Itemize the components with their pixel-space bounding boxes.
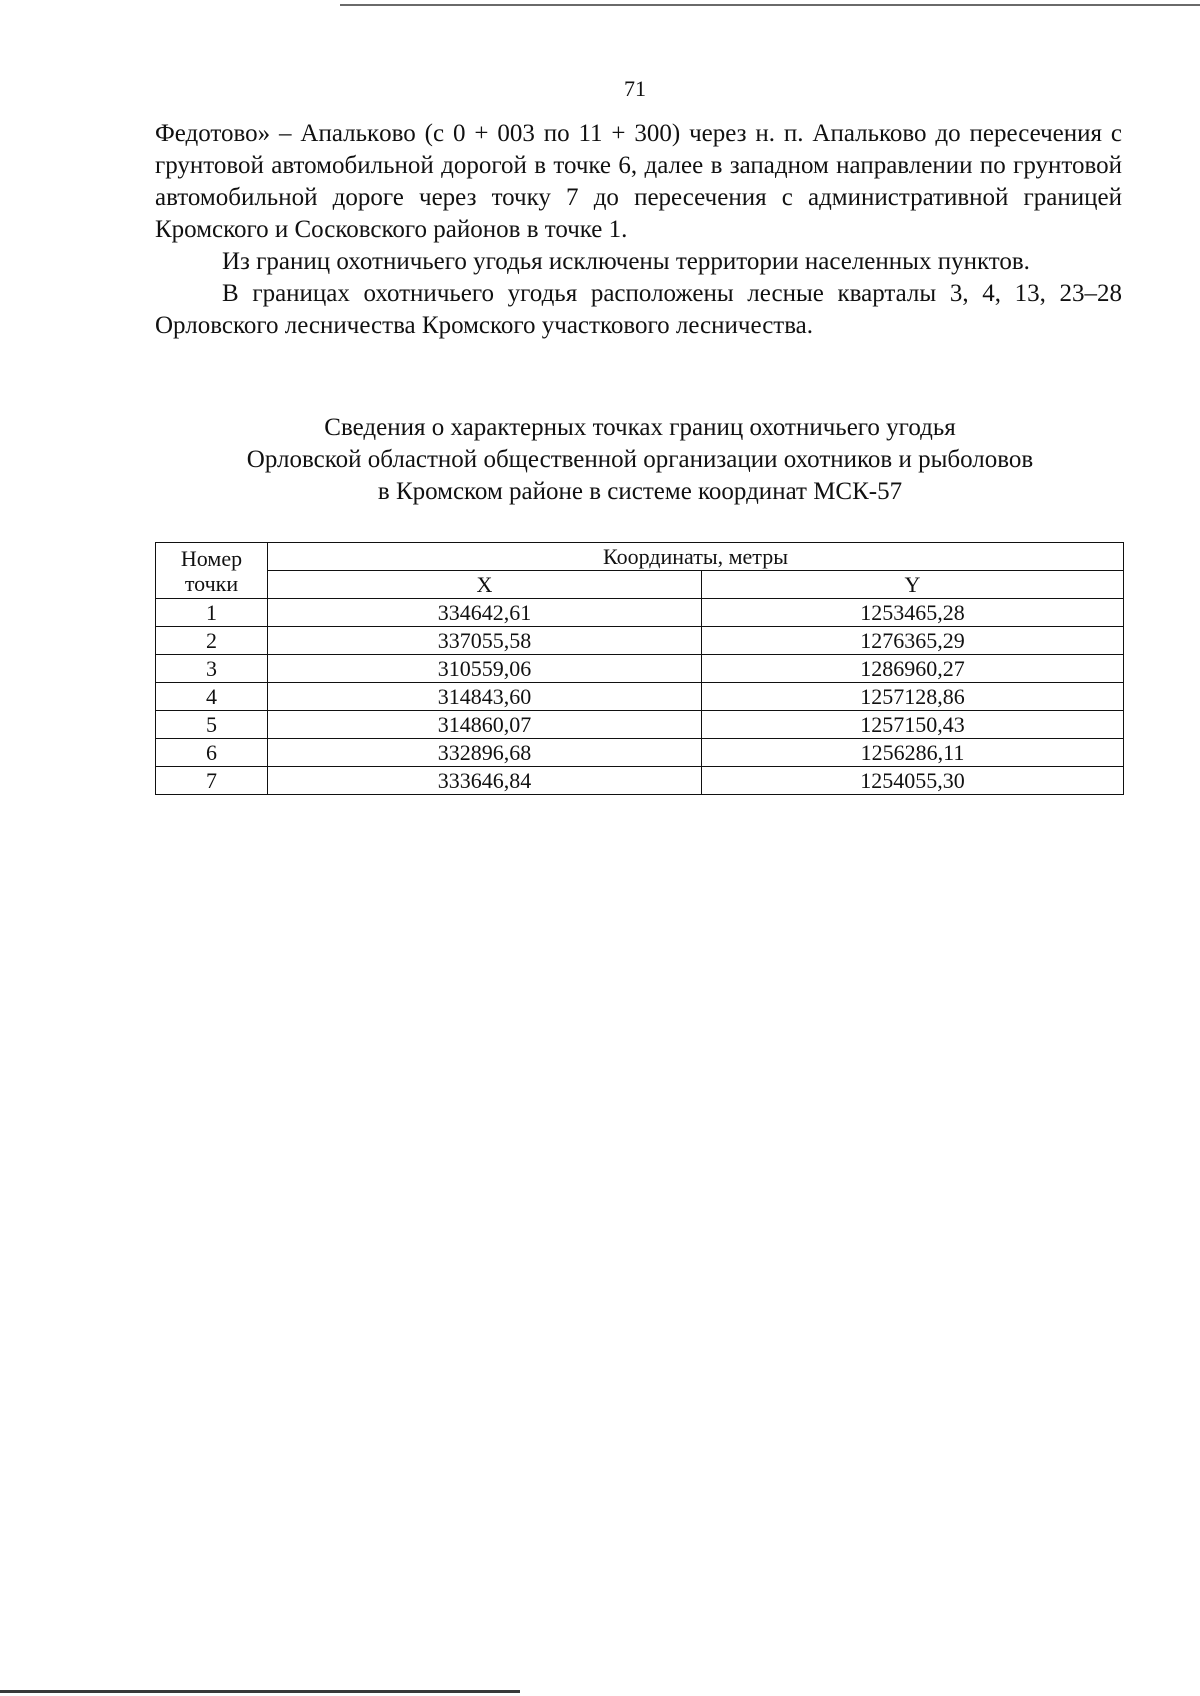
table-title xyxy=(150,412,1130,508)
cell-point: 1 xyxy=(156,599,268,627)
cell-x: 333646,84 xyxy=(268,767,702,795)
cell-point: 2 xyxy=(156,627,268,655)
table-subheader-row xyxy=(156,571,1124,599)
table-row xyxy=(156,627,1124,655)
cell-x: 334642,61 xyxy=(268,599,702,627)
cell-point: 5 xyxy=(156,711,268,739)
cell-y: 1253465,28 xyxy=(702,599,1124,627)
cell-point: 7 xyxy=(156,767,268,795)
header-point-number: Номер точки xyxy=(156,543,268,599)
cell-y: 1256286,11 xyxy=(702,739,1124,767)
cell-y: 1254055,30 xyxy=(702,767,1124,795)
table-header-row xyxy=(156,543,1124,571)
table-row xyxy=(156,767,1124,795)
paragraph-forest-quarters: В границах охотничьего угодья расположены лесные кварталы 3, 4, 13, 23–28 Орловского лесничества Кромского участкового лесничества. xyxy=(155,280,1122,339)
table-title-line-2: Орловской областной общественной организации охотников и рыболовов xyxy=(246,446,1034,473)
paragraph-exclusions: Из границ охотничьего угодья исключены территории населенных пунктов. xyxy=(222,248,1030,275)
cell-point: 6 xyxy=(156,739,268,767)
cell-x: 332896,68 xyxy=(268,739,702,767)
table-row xyxy=(156,683,1124,711)
cell-x: 337055,58 xyxy=(268,627,702,655)
table-title-line-1: Сведения о характерных точках границ охотничьего угодья xyxy=(324,414,956,441)
paragraph-route-description: Федотово» – Апалькoво (с 0 + 003 по 11 + 300) через н. п. Апальково до пересечения с грунтовой автомобильной дорогой в точке 6, далее в западном направлении по грунтовой автомобильной дороге через точку 7 до пересечения с административной границей Кромского и Сосковского районов в точке 1. xyxy=(155,120,1122,243)
cell-point: 3 xyxy=(156,655,268,683)
header-x: X xyxy=(268,571,702,599)
body-text xyxy=(155,118,1122,342)
cell-y: 1276365,29 xyxy=(702,627,1124,655)
table-row xyxy=(156,739,1124,767)
cell-x: 314860,07 xyxy=(268,711,702,739)
cell-x: 310559,06 xyxy=(268,655,702,683)
page-number: 71 xyxy=(624,76,646,101)
cell-y: 1286960,27 xyxy=(702,655,1124,683)
cell-y: 1257150,43 xyxy=(702,711,1124,739)
table-row xyxy=(156,655,1124,683)
scan-edge-bottom xyxy=(0,1690,520,1693)
header-y: Y xyxy=(702,571,1124,599)
scan-edge-top xyxy=(340,4,1200,6)
coordinates-table xyxy=(155,542,1124,795)
cell-x: 314843,60 xyxy=(268,683,702,711)
cell-y: 1257128,86 xyxy=(702,683,1124,711)
table-row xyxy=(156,711,1124,739)
cell-point: 4 xyxy=(156,683,268,711)
table-title-line-3: в Кромском районе в системе координат МСК-57 xyxy=(377,478,903,505)
table-row xyxy=(156,599,1124,627)
header-coordinates: Координаты, метры xyxy=(268,543,1124,571)
